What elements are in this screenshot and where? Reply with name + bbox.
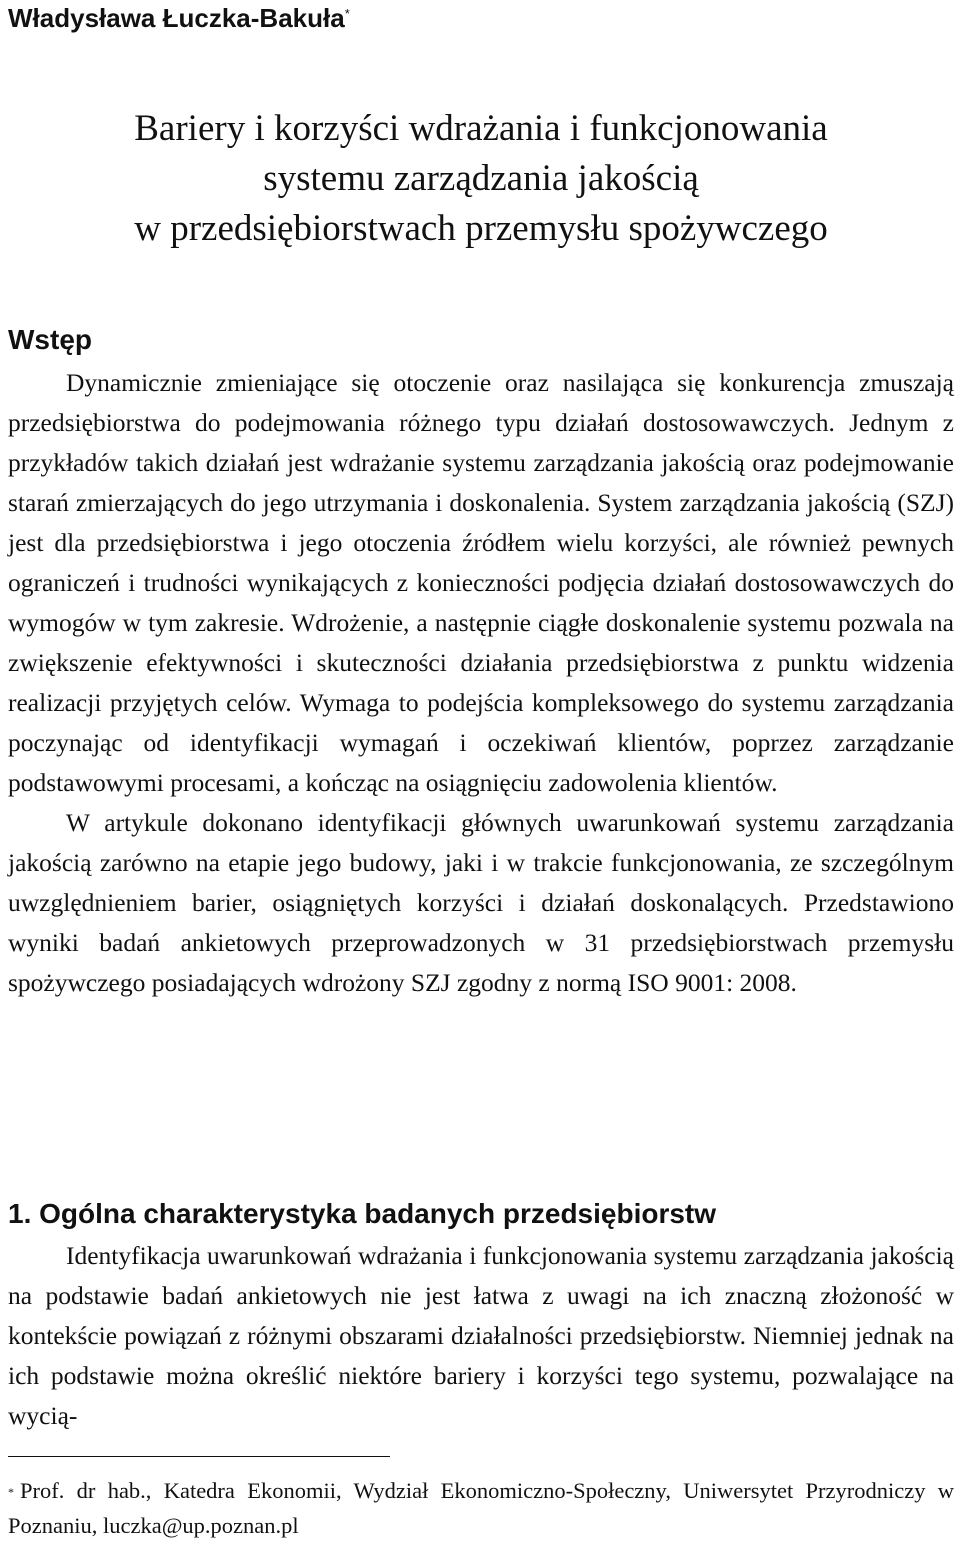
paper-title-line-3: w przedsiębiorstwach przemysłu spożywczego xyxy=(134,208,828,249)
intro-heading: Wstęp xyxy=(8,324,92,355)
intro-paragraph-1: Dynamicznie zmieniające się otoczenie oraz nasilająca się konkurencja zmuszają przedsiębiorstwa do podejmowania różnego typu działań dostosowawczych. Jednym z przykładów takich działań jest wdrażanie systemu zarządzania jakością oraz podejmowanie starań zmierzających do jego utrzymania i doskonalenia. System zarządzania jakością (SZJ) jest dla przedsiębiorstwa i jego otoczenia źródłem wielu korzyści, ale również pewnych ograniczeń i trudności wynikających z konieczności podjęcia działań dostosowawczych do wymogów w tym zakresie. Wdrożenie, a następnie ciągłe doskonalenie systemu pozwala na zwiększenie efektywności i skuteczności działania przedsiębiorstwa z punktu widzenia realizacji przyjętych celów. Wymaga to podejścia kompleksowego do systemu zarządzania poczynając od identyfikacji wymagań i oczekiwań klientów, poprzez zarządzanie podstawowymi procesami, a kończąc na osiągnięciu zadowolenia klientów. xyxy=(8,368,954,797)
author-name xyxy=(8,2,350,34)
author-name-text: Władysława Łuczka-Bakuła xyxy=(8,3,345,33)
paper-title xyxy=(8,104,954,254)
section-1-body xyxy=(8,1236,954,1436)
paper-title-line-2: systemu zarządzania jakością xyxy=(263,158,699,199)
footnote-text: Prof. dr hab., Katedra Ekonomii, Wydział Ekonomiczno-Społeczny, Uniwersytet Przyrodniczy w Poznaniu, luczka@up.poznan.pl xyxy=(8,1478,954,1538)
paper-title-line-1: Bariery i korzyści wdrażania i funkcjonowania xyxy=(134,108,828,149)
section-1-paragraph: Identyfikacja uwarunkowań wdrażania i funkcjonowania systemu zarządzania jakością na podstawie badań ankietowych nie jest łatwa z uwagi na ich znaczną złożoność w kontekście powiązań z różnymi obszarami działalności przedsiębiorstw. Niemniej jednak na ich podstawie można określić niektóre bariery i korzyści tego systemu, pozwalające na wycią- xyxy=(8,1241,954,1430)
footnote-divider xyxy=(8,1456,390,1457)
intro-paragraph-2: W artykule dokonano identyfikacji głównych uwarunkowań systemu zarządzania jakością zarówno na etapie jego budowy, jaki i w trakcie funkcjonowania, ze szczególnym uwzględnieniem barier, osiągniętych korzyści i działań doskonalących. Przedstawiono wyniki badań ankietowych przeprowadzonych w 31 przedsiębiorstwach przemysłu spożywczego posiadających wdrożony SZJ zgodny z normą ISO 9001: 2008. xyxy=(8,808,954,997)
intro-body xyxy=(8,363,954,1003)
footnote-marker: * xyxy=(8,1485,14,1499)
author-footnote xyxy=(8,1473,954,1543)
section-1-heading: 1. Ogólna charakterystyka badanych przedsiębiorstw xyxy=(8,1198,717,1229)
author-footnote-marker: * xyxy=(344,6,350,21)
